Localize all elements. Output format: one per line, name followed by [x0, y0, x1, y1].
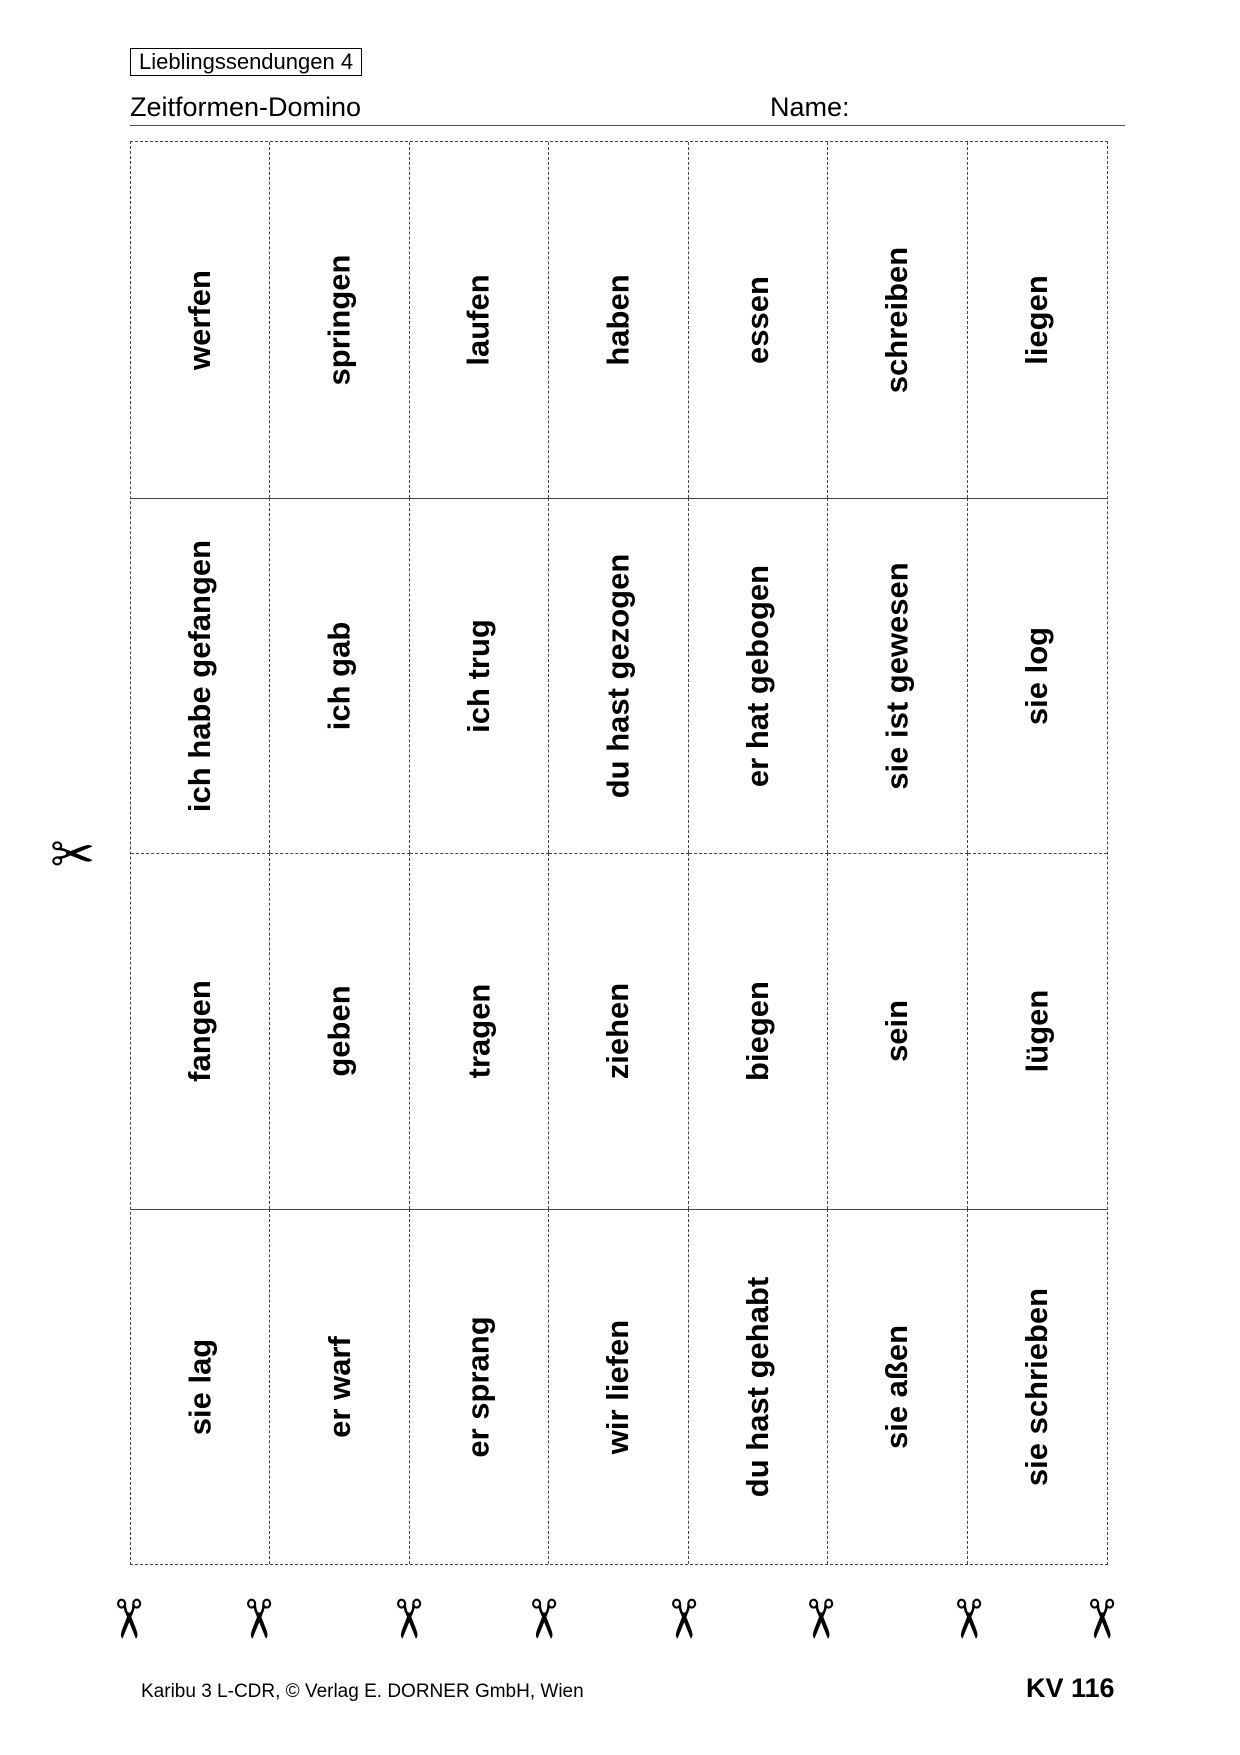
domino-word: du hast gezogen: [600, 553, 636, 799]
domino-cell: [689, 142, 828, 498]
domino-cell: [131, 142, 270, 498]
domino-word: sie aßen: [879, 1324, 915, 1449]
domino-word: ich habe gefangen: [182, 539, 218, 812]
domino-word: haben: [600, 274, 636, 366]
domino-word: fangen: [182, 980, 218, 1083]
header-rule: [130, 125, 1125, 126]
domino-cell: [131, 498, 270, 854]
domino-grid: [130, 141, 1108, 1565]
domino-cell: [131, 853, 270, 1209]
domino-cell: [549, 853, 688, 1209]
domino-cell: [270, 498, 409, 854]
domino-cell: [828, 1209, 967, 1565]
scissors-icon: ✂: [1069, 1596, 1133, 1642]
domino-cell: [828, 498, 967, 854]
domino-cell: [968, 853, 1107, 1209]
domino-cell: [968, 498, 1107, 854]
domino-cell: [828, 853, 967, 1209]
domino-word: ziehen: [600, 983, 636, 1080]
worksheet-title: Zeitformen-Domino: [130, 92, 362, 122]
domino-word: liegen: [1019, 274, 1055, 365]
scissors-icon: ✂: [511, 1596, 575, 1642]
domino-cell: [968, 1209, 1107, 1565]
domino-cell: [549, 142, 688, 498]
domino-cell: [410, 853, 549, 1209]
domino-word: wir liefen: [600, 1319, 636, 1454]
kv-number: KV 116: [1026, 1673, 1115, 1703]
scissors-icon: ✂: [50, 823, 96, 886]
domino-word: springen: [321, 254, 357, 386]
domino-word: er warf: [321, 1335, 357, 1438]
domino-word: essen: [739, 275, 775, 364]
domino-word: sie lag: [182, 1338, 218, 1435]
domino-cell: [410, 498, 549, 854]
domino-word: er sprang: [461, 1316, 497, 1458]
domino-word: ich trug: [461, 618, 497, 733]
domino-word: biegen: [739, 981, 775, 1082]
scissors-icon: ✂: [651, 1596, 715, 1642]
domino-cell: [131, 1209, 270, 1565]
domino-cell: [828, 142, 967, 498]
domino-word: er hat gebogen: [739, 564, 775, 787]
domino-cell: [689, 853, 828, 1209]
domino-cell: [410, 1209, 549, 1565]
domino-word: geben: [321, 985, 357, 1077]
worksheet-badge: Lieblingssendungen 4: [130, 48, 362, 76]
domino-cell: [549, 1209, 688, 1565]
domino-word: ich gab: [321, 621, 357, 731]
domino-cell: [689, 1209, 828, 1565]
domino-cell: [410, 142, 549, 498]
domino-word: sein: [879, 1000, 915, 1063]
domino-word: tragen: [461, 983, 497, 1079]
footer-copyright: Karibu 3 L-CDR, © Verlag E. DORNER GmbH, Wien: [141, 1681, 584, 1702]
domino-cell: [968, 142, 1107, 498]
domino-cell: [689, 498, 828, 854]
domino-cell: [270, 853, 409, 1209]
domino-word: sie ist gewesen: [879, 562, 915, 790]
domino-word: werfen: [182, 269, 218, 370]
domino-word: laufen: [461, 274, 497, 366]
domino-cell: [270, 142, 409, 498]
name-label: Name:: [770, 92, 850, 122]
domino-word: sie schrieben: [1019, 1287, 1055, 1486]
domino-word: sie log: [1019, 626, 1055, 725]
scissors-icon: ✂: [936, 1596, 1000, 1642]
scissors-icon: ✂: [788, 1596, 852, 1642]
scissors-icon: ✂: [376, 1596, 440, 1642]
domino-cell: [270, 1209, 409, 1565]
domino-word: lügen: [1019, 989, 1055, 1073]
domino-word: schreiben: [879, 246, 915, 393]
domino-word: du hast gehabt: [739, 1276, 775, 1497]
domino-cell: [549, 498, 688, 854]
scissors-icon: ✂: [226, 1596, 290, 1642]
scissors-icon: ✂: [96, 1596, 160, 1642]
